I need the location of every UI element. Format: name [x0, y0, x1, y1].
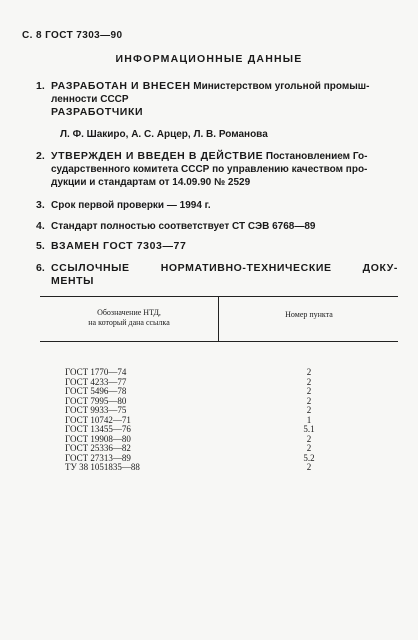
section-4-text: Стандарт полностью соответствует СТ СЭВ 6768—89 [51, 221, 316, 232]
table-header-doc [40, 308, 218, 328]
table-cell-clause: 2 [306, 462, 312, 472]
table-cell-clause: 2 [306, 376, 312, 387]
section-2-text-line2: сударственного комитета СССР по управлению качеством про- [51, 164, 368, 175]
section-5 [36, 240, 398, 253]
table-cell-doc: ГОСТ 4233—77 [65, 376, 127, 387]
section-3-number: 3. [36, 199, 45, 211]
table-body [40, 342, 398, 473]
table-cell-doc: ГОСТ 1770—74 [65, 367, 127, 377]
section-6-block [36, 262, 398, 288]
section-5-number: 5. [36, 240, 45, 252]
table-row [40, 463, 398, 473]
section-4-number: 4. [36, 220, 45, 232]
running-header: С. 8 ГОСТ 7303—90 [22, 30, 123, 41]
table-cell-doc: ГОСТ 7995—80 [65, 395, 127, 406]
page-title: ИНФОРМАЦИОННЫЕ ДАННЫЕ [115, 53, 303, 65]
section-1-text: Министерством угольной промыш- [193, 81, 370, 92]
section-2-text-line3: дукции и стандартам от 14.09.90 № 2529 [51, 177, 251, 188]
section-2 [36, 150, 398, 189]
table-cell-clause: 2 [306, 386, 312, 396]
table-cell-clause: 2 [306, 433, 312, 444]
table-cell-doc: ГОСТ 13455—76 [65, 424, 131, 434]
section-3 [36, 199, 398, 212]
table-cell-doc: ГОСТ 25336—82 [65, 443, 131, 453]
section-1-text-line2: ленности СССР [51, 94, 129, 105]
section-6-number: 6. [36, 262, 45, 274]
table-header-clause: Номер пункта [285, 310, 333, 319]
developers-heading: РАЗРАБОТЧИКИ [51, 106, 144, 118]
table-header-doc-line1: Обозначение НТД, [97, 308, 161, 317]
table-cell-doc: ТУ 38 1051835—88 [65, 462, 140, 472]
table-cell-clause: 5.1 [303, 424, 315, 434]
table-cell-clause: 2 [306, 443, 312, 453]
section-6-heading-word: ССЫЛОЧНЫЕ [51, 262, 130, 274]
section-4 [36, 220, 398, 233]
table-cell-doc: ГОСТ 9933—75 [65, 405, 127, 415]
developers-names: Л. Ф. Шакиро, А. С. Арцер, Л. В. Романова [60, 129, 268, 140]
table-cell-doc: ГОСТ 27313—89 [65, 452, 131, 463]
section-2-text: Постановлением Го- [265, 151, 368, 162]
section-1 [36, 80, 398, 106]
section-2-caps: УТВЕРЖДЕН И ВВЕДЕН В ДЕЙСТВИЕ [51, 150, 264, 162]
section-6-heading-word: НОРМАТИВНО-ТЕХНИЧЕСКИЕ [160, 262, 332, 274]
table-cell-clause: 2 [306, 367, 312, 377]
table-cell-clause: 5.2 [303, 452, 315, 463]
table-cell-clause: 2 [306, 405, 312, 415]
section-3-text: Срок первой проверки — 1994 г. [51, 200, 211, 211]
section-6-heading-word: ДОКУ- [362, 262, 398, 274]
reference-table [40, 296, 398, 473]
table-column-divider [218, 297, 219, 341]
section-1-caps: РАЗРАБОТАН И ВНЕСЕН [51, 80, 191, 92]
section-2-number: 2. [36, 150, 45, 162]
section-6-heading-line2: МЕНТЫ [51, 275, 95, 287]
table-cell-doc: ГОСТ 10742—71 [65, 414, 131, 425]
table-header [40, 297, 398, 341]
table-cell-doc: ГОСТ 19908—80 [65, 433, 131, 444]
section-1-number: 1. [36, 80, 45, 92]
section-6-heading-line1 [51, 262, 398, 275]
table-header-doc-line2: на который дана ссылка [88, 318, 170, 327]
table-cell-clause: 2 [306, 395, 312, 406]
table-cell-doc: ГОСТ 5496—78 [65, 386, 127, 396]
table-cell-clause: 1 [306, 414, 312, 425]
section-5-caps: ВЗАМЕН ГОСТ 7303—77 [51, 240, 187, 252]
